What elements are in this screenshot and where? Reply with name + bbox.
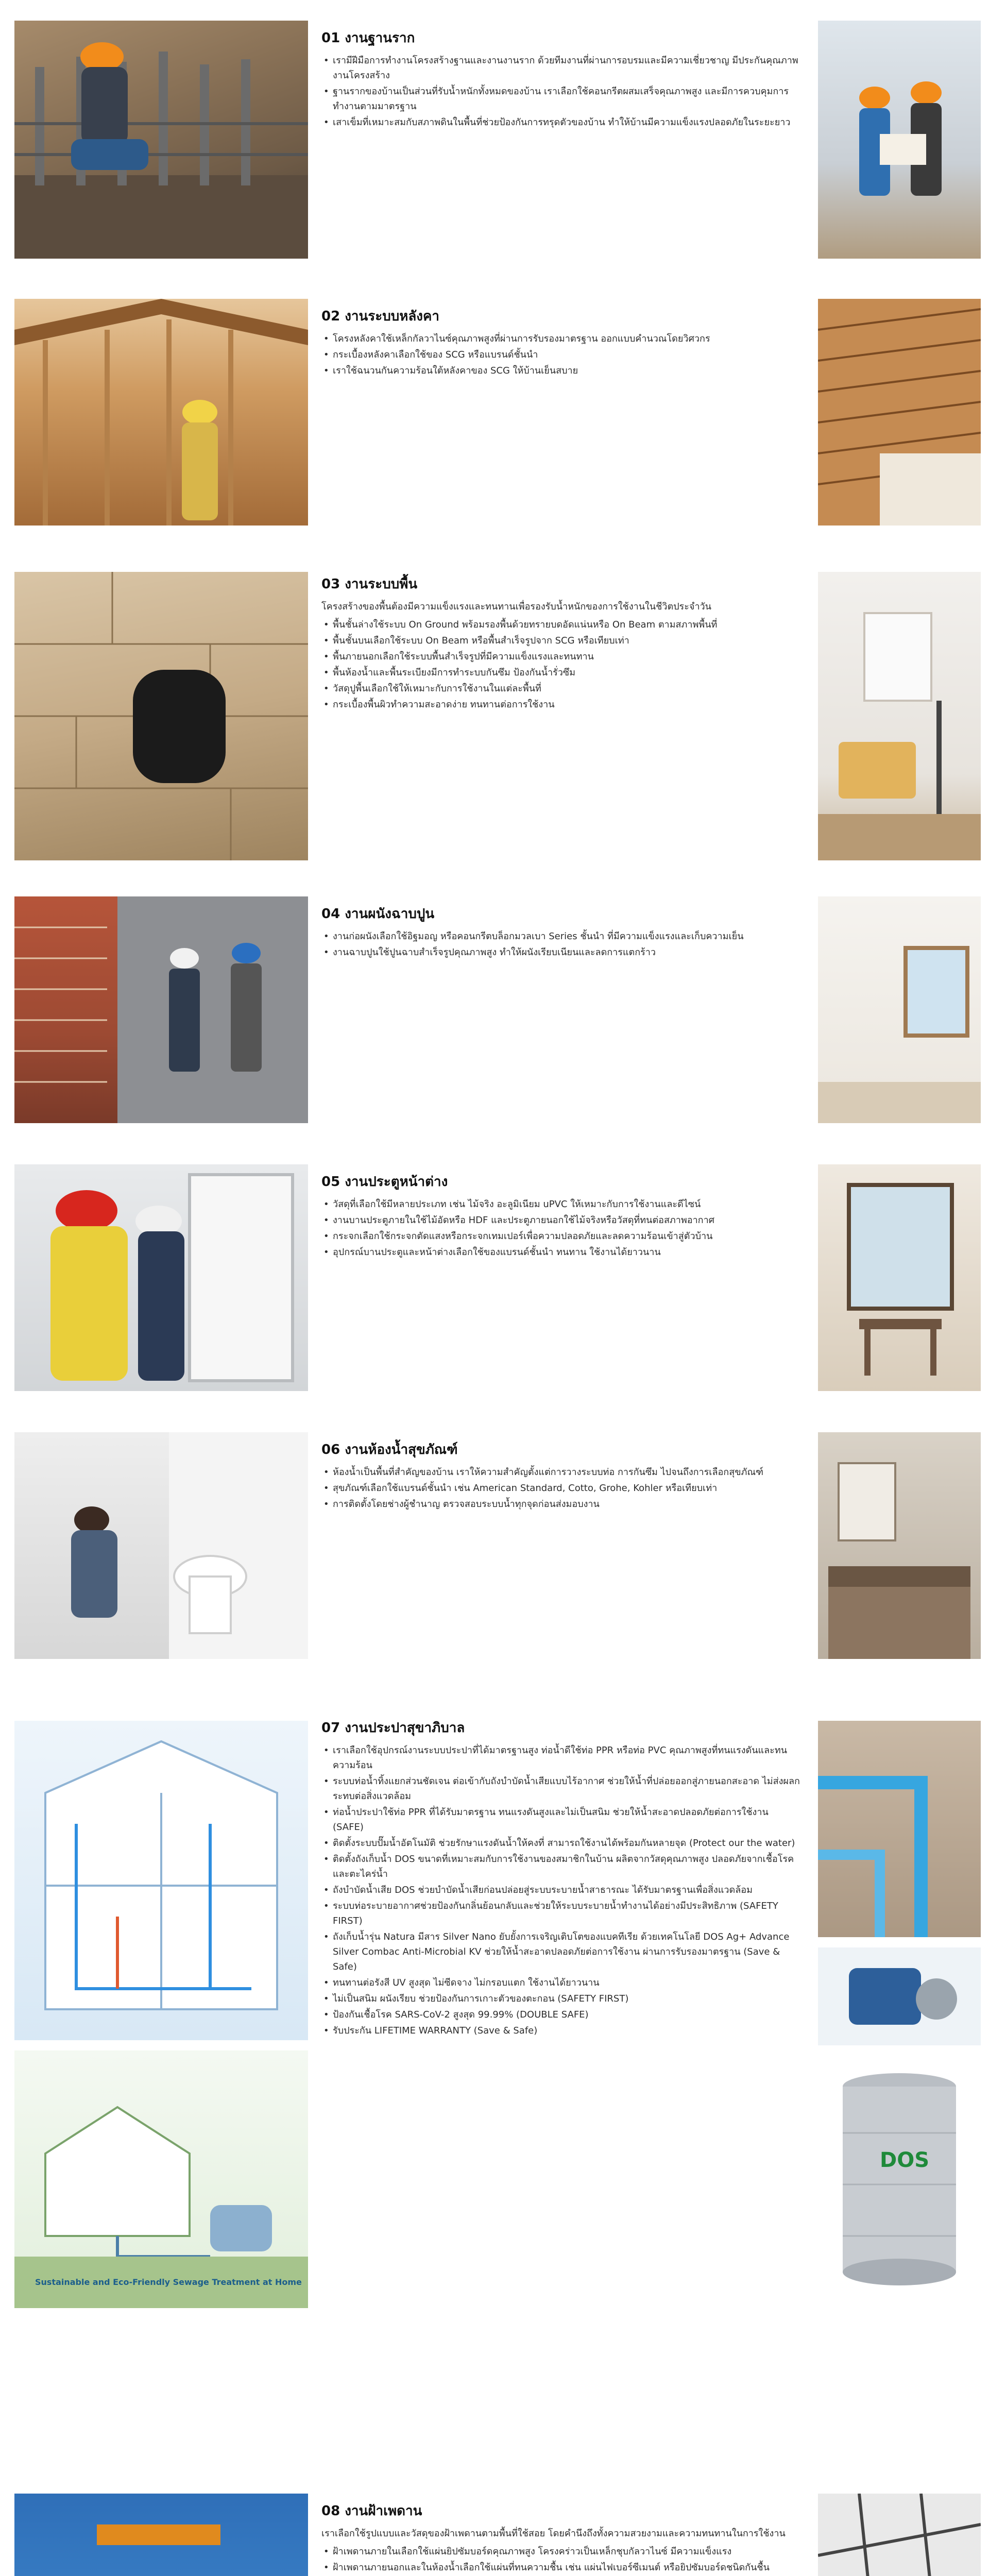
roof-tiles-photo [818,299,981,526]
section-title: 05 งานประตูหน้าต่าง [321,1174,448,1190]
dining-room-illustration [818,1164,981,1391]
bullet-item: • ระบบท่อน้ำทิ้งแยกส่วนชัดเจน ต่อเข้ากับถังบำบัดน้ำเสียแบบไร้อากาศ ช่วยให้น้ำที่ปล่อยออกสู่ภายนอกสะอาด ไม่ส่งผลกระทบต่อสิ่งแวดล้อม [321,1774,800,1804]
bullet-list [321,1465,800,1512]
bullet-list [321,1743,800,2038]
section-title: 01 งานฐานราก [321,30,415,46]
ceiling-illustration [14,2494,308,2576]
bullet-item: • โครงหลังคาใช้เหล็กกัลวาไนซ์คุณภาพสูงที่ผ่านการรับรองมาตรฐาน ออกแบบคำนวณโดยวิศวกร [321,331,800,346]
room-illustration [818,896,981,1123]
bathroom-interior-photo [818,1432,981,1659]
bullet-item: • งานบานประตูภายในใช้ไม้อัดหรือ HDF และประตูภายนอกใช้ไม้จริงหรือวัสดุที่ทนต่อสภาพอากาศ [321,1213,800,1228]
doors-windows-illustration [14,1164,308,1391]
dining-room-photo [818,1164,981,1391]
bullet-item: • ติดตั้งถังเก็บน้ำ DOS ขนาดที่เหมาะสมกับการใช้งานของสมาชิกในบ้าน ผลิตจากวัสดุคุณภาพสูง ปลอดภัยจากเชื้อโรคและตะไคร่น้ำ [321,1852,800,1882]
bullet-item: • พื้นชั้นบนเลือกใช้ระบบ On Beam หรือพื้นสำเร็จรูปจาก SCG หรือเทียบเท่า [321,633,800,648]
bullet-item: • ป้องกันเชื้อโรค SARS-CoV-2 สูงสุด 99.99% (DOUBLE SAFE) [321,2007,800,2022]
bullet-list [321,53,800,130]
bullet-item: • กระจกเลือกใช้กระจกตัดแสงหรือกระจกเทมเปอร์เพื่อความปลอดภัยและลดความร้อนเข้าสู่ตัวบ้าน [321,1229,800,1244]
pump-photo [818,1947,981,2045]
section-roof [0,289,989,536]
pump-illustration [818,1947,981,2045]
section-intro: โครงสร้างของพื้นต้องมีความแข็งแรงและทนทานเพื่อรองรับน้ำหนักของการใช้งานในชีวิตประจำวัน [321,601,711,612]
floor-illustration [14,572,308,860]
bullet-item: • เราเลือกใช้อุปกรณ์งานระบบประปาที่ได้มาตรฐานสูง ท่อน้ำดีใช้ท่อ PPR หรือท่อ PVC คุณภาพสูงที่ทนแรงดันและทนความร้อน [321,1743,800,1773]
bullet-item: • ถังบำบัดน้ำเสีย DOS ช่วยบำบัดน้ำเสียก่อนปล่อยสู่ระบบระบายน้ำสาธารณะ ได้รับมาตรฐานเพื่อสิ่งแวดล้อม [321,1883,800,1897]
bullet-item: • ทนทานต่อรังสี UV สูงสุด ไม่ซีดจาง ไม่กรอบแตก ใช้งานได้ยาวนาน [321,1975,800,1990]
bathroom-photo [14,1432,308,1659]
bullet-item: • สุขภัณฑ์เลือกใช้แบรนด์ชั้นนำ เช่น American Standard, Cotto, Grohe, Kohler หรือเทียบเท่า [321,1481,800,1496]
engineers-illustration [818,21,981,259]
bullet-item: • วัสดุปูพื้นเลือกใช้ให้เหมาะกับการใช้งานในแต่ละพื้นที่ [321,681,800,696]
bullet-list [321,331,800,378]
section-title: 02 งานระบบหลังคา [321,309,439,324]
bullet-item: • ฝ้าเพดานภายในเลือกใช้แผ่นยิปซัมบอร์ดคุณภาพสูง โครงคร่าวเป็นเหล็กชุบกัลวาไนซ์ มีความแข็งแรง [321,2544,800,2559]
roof-tiles-illustration [818,299,981,526]
section-doors-windows [0,1154,989,1401]
roof-photo [14,299,308,526]
bullet-list [321,1197,800,1260]
interior-photo [818,572,981,860]
section-title: 07 งานประปาสุขาภิบาล [321,1720,465,1736]
section-title: 08 งานฝ้าเพดาน [321,2503,422,2519]
bullet-item: • ท่อน้ำประปาใช้ท่อ PPR ที่ได้รับมาตรฐาน ทนแรงดันสูงและไม่เป็นสนิม ช่วยให้น้ำสะอาดปลอดภัยต่อการใช้งาน (SAFE) [321,1805,800,1835]
interior-illustration [818,572,981,860]
bathroom-interior-illustration [818,1432,981,1659]
bullet-item: • งานฉาบปูนใช้ปูนฉาบสำเร็จรูปคุณภาพสูง ทำให้ผนังเรียบเนียนและลดการแตกร้าว [321,945,800,960]
sewage-diagram-caption: Sustainable and Eco-Friendly Sewage Treatment at Home [35,2277,302,2287]
bathroom-illustration [14,1432,308,1659]
bullet-item: • วัสดุที่เลือกใช้มีหลายประเภท เช่น ไม้จริง อะลูมิเนียม uPVC ให้เหมาะกับการใช้งานและดีไซน์ [321,1197,800,1212]
bullet-item: • การติดตั้งโดยช่างผู้ชำนาญ ตรวจสอบระบบน้ำทุกจุดก่อนส่งมอบงาน [321,1497,800,1512]
bullet-list [321,929,800,960]
bullet-item: • เราใช้ฉนวนกันความร้อนใต้หลังคาของ SCG ให้บ้านเย็นสบาย [321,363,800,378]
bullet-list [321,2544,800,2576]
foundation-photo [14,21,308,259]
bullet-item: • อุปกรณ์บานประตูและหน้าต่างเลือกใช้ของแบรนด์ชั้นนำ ทนทาน ใช้งานได้ยาวนาน [321,1245,800,1260]
bullet-item: • ระบบท่อระบายอากาศช่วยป้องกันกลิ่นย้อนกลับและช่วยให้ระบบระบายน้ำทำงานได้อย่างมีประสิทธิภาพ (SAFETY FIRST) [321,1899,800,1928]
wall-photo [14,896,308,1123]
water-tank-photo [818,2061,981,2298]
section-title: 04 งานผนังฉาบปูน [321,906,435,922]
pipes-illustration [818,1721,981,1937]
bullet-item: • งานก่อผนังเลือกใช้อิฐมอญ หรือคอนกรีตบล็อกมวลเบา Series ชั้นนำ ที่มีความแข็งแรงและเก็บความเย็น [321,929,800,944]
bullet-list [321,617,800,712]
section-ceiling [0,2483,989,2576]
plumbing-diagram [14,1721,308,2040]
ceiling-grid-illustration [818,2494,981,2576]
bullet-item: • ฐานรากของบ้านเป็นส่วนที่รับน้ำหนักทั้งหมดของบ้าน เราเลือกใช้คอนกรีตผสมเสร็จคุณภาพสูง และมีการควบคุมการทำงานตามมาตรฐาน [321,84,800,114]
pipes-photo [818,1721,981,1937]
ceiling-grid-photo [818,2494,981,2576]
doors-windows-photo [14,1164,308,1391]
bullet-item: • ห้องน้ำเป็นพื้นที่สำคัญของบ้าน เราให้ความสำคัญตั้งแต่การวางระบบท่อ การกันซึม ไปจนถึงการเลือกสุขภัณฑ์ [321,1465,800,1480]
section-wall [0,886,989,1133]
ceiling-photo [14,2494,308,2576]
sewage-diagram [14,2050,308,2308]
tank-brand-label: DOS [880,2148,930,2172]
bullet-item: • พื้นภายนอกเลือกใช้ระบบพื้นสำเร็จรูปที่มีความแข็งแรงและทนทาน [321,649,800,664]
bullet-item: • เสาเข็มที่เหมาะสมกับสภาพดินในพื้นที่ช่วยป้องกันการทรุดตัวของบ้าน ทำให้บ้านมีความแข็งแรงปลอดภัยในระยะยาว [321,115,800,130]
bullet-item: • ไม่เป็นสนิม ผนังเรียบ ช่วยป้องกันการเกาะตัวของตะกอน (SAFETY FIRST) [321,1991,800,2006]
bullet-item: • ฝ้าเพดานภายนอกและในห้องน้ำเลือกใช้แผ่นที่ทนความชื้น เช่น แผ่นไฟเบอร์ซีเมนต์ หรือยิปซัมบอร์ดชนิดกันชื้น [321,2560,800,2575]
section-title: 03 งานระบบพื้น [321,577,418,592]
section-title: 06 งานห้องน้ำสุขภัณฑ์ [321,1442,458,1458]
wall-illustration [14,896,308,1123]
bullet-item: • ถังเก็บน้ำรุ่น Natura มีสาร Silver Nano ยับยั้งการเจริญเติบโตของแบคทีเรีย ด้วยเทคโนโลยี DOS Ag+ Advance Silver Combac Anti-Microbial KV ช่วยให้น้ำสะอาดปลอดภัยต่อการใช้งาน ผ่านการรับรองมาตรฐาน (Save & Safe) [321,1929,800,1974]
roof-illustration [14,299,308,526]
bullet-item: • เรามีฝีมือการทำงานโครงสร้างฐานและงานงานราก ด้วยทีมงานที่ผ่านการอบรมและมีความเชี่ยวชาญ มีประกันคุณภาพงานโครงสร้าง [321,53,800,83]
bullet-item: • กระเบื้องพื้นผิวทำความสะอาดง่าย ทนทานต่อการใช้งาน [321,697,800,712]
foundation-illustration [14,21,308,259]
bullet-item: • พื้นชั้นล่างใช้ระบบ On Ground พร้อมรองพื้นด้วยทรายบดอัดแน่นหรือ On Beam ตามสภาพพื้นที่ [321,617,800,632]
section-bathroom [0,1422,989,1669]
water-tank-illustration [818,2061,981,2298]
bullet-item: • พื้นห้องน้ำและพื้นระเบียงมีการทำระบบกันซึม ป้องกันน้ำรั่วซึม [321,665,800,680]
bullet-item: • กระเบื้องหลังคาเลือกใช้ของ SCG หรือแบรนด์ชั้นนำ [321,347,800,362]
section-floor [0,556,989,866]
section-plumbing [0,1690,989,2463]
floor-photo [14,572,308,860]
room-photo [818,896,981,1123]
section-intro: เราเลือกใช้รูปแบบและวัสดุของฝ้าเพดานตามพื้นที่ใช้สอย โดยคำนึงถึงทั้งความสวยงามและความทนทานในการใช้งาน [321,2528,786,2539]
engineers-photo [818,21,981,259]
section-foundation [0,0,989,268]
plumbing-illustration [14,1721,308,2040]
sewage-illustration [14,2050,308,2308]
bullet-item: • รับประกัน LIFETIME WARRANTY (Save & Safe) [321,2023,800,2038]
bullet-item: • ติดตั้งระบบปั๊มน้ำอัตโนมัติ ช่วยรักษาแรงดันน้ำให้คงที่ สามารถใช้งานได้พร้อมกันหลายจุด (Protect our the water) [321,1836,800,1851]
